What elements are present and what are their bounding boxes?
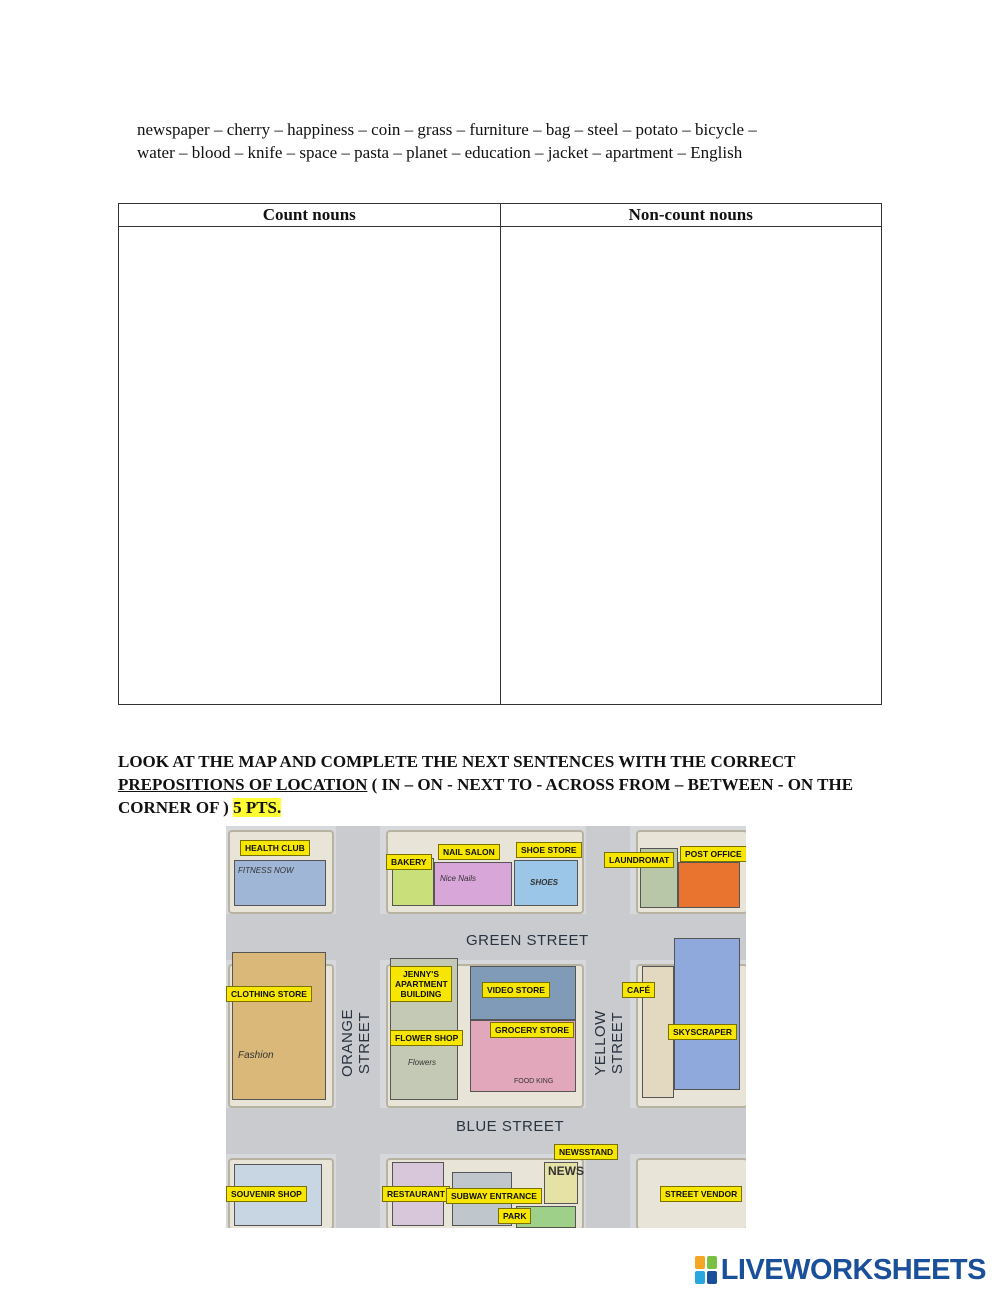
nail-salon-building xyxy=(434,862,512,906)
bakery-label: BAKERY xyxy=(386,854,432,870)
newsstand-label: NEWSSTAND xyxy=(554,1144,618,1160)
liveworksheets-logo xyxy=(695,1253,986,1287)
instructions-text-1: LOOK AT THE MAP AND COMPLETE THE NEXT SENTENCES WITH THE CORRECT xyxy=(118,752,796,771)
video-store-label: VIDEO STORE xyxy=(482,982,550,998)
nail-salon-label: NAIL SALON xyxy=(438,844,500,860)
points-badge: 5 PTS. xyxy=(233,798,282,817)
instructions-text-2: ( IN – ON - NEXT TO - ACROSS FROM – BETWEEN - ON THE CORNER OF ) xyxy=(118,775,854,817)
yellow-street-label: YELLOW STREET xyxy=(592,1010,626,1076)
word-bank-line-2: water – blood – knife – space – pasta – planet – education – jacket – apartment – English xyxy=(137,143,743,162)
health-club-label: HEALTH CLUB xyxy=(240,840,310,856)
grocery-store-label: GROCERY STORE xyxy=(490,1022,574,1038)
nice-nails-sign: Nice Nails xyxy=(440,874,477,883)
non-count-nouns-header: Non-count nouns xyxy=(500,204,882,227)
fashion-sign: Fashion xyxy=(238,1050,274,1061)
souvenir-shop-label: SOUVENIR SHOP xyxy=(226,1186,307,1202)
subway-entrance-label: SUBWAY ENTRANCE xyxy=(446,1188,542,1204)
count-nouns-cell[interactable] xyxy=(119,227,501,705)
city-map xyxy=(226,826,746,1228)
flower-shop-label: FLOWER SHOP xyxy=(390,1030,463,1046)
food-king-sign: FOOD KING xyxy=(514,1078,554,1085)
post-office-label: POST OFFICE xyxy=(680,846,746,862)
restaurant-label: RESTAURANT xyxy=(382,1186,450,1202)
map-instructions xyxy=(118,750,898,819)
park-label: PARK xyxy=(498,1208,531,1224)
cafe-label: CAFÉ xyxy=(622,982,655,998)
liveworksheets-logo-icon xyxy=(695,1256,717,1284)
post-office-building xyxy=(678,862,740,908)
laundromat-label: LAUNDROMAT xyxy=(604,852,674,868)
news-sign: NEWS xyxy=(548,1164,584,1178)
word-bank xyxy=(137,118,897,164)
liveworksheets-logo-text: LIVEWORKSHEETS xyxy=(720,1253,986,1286)
shoes-sign: SHOES xyxy=(530,878,559,887)
flowers-sign: Flowers xyxy=(408,1058,437,1067)
clothing-store-label: CLOTHING STORE xyxy=(226,986,312,1002)
count-nouns-header: Count nouns xyxy=(119,204,501,227)
green-street-label: GREEN STREET xyxy=(466,932,589,949)
word-bank-line-1: newspaper – cherry – happiness – coin – grass – furniture – bag – steel – potato – bicycle – xyxy=(137,120,757,139)
street-vendor-label: STREET VENDOR xyxy=(660,1186,742,1202)
skyscraper-label: SKYSCRAPER xyxy=(668,1024,737,1040)
instructions-underlined: PREPOSITIONS OF LOCATION xyxy=(118,775,368,794)
clothing-store-building xyxy=(232,952,326,1100)
blue-street-label: BLUE STREET xyxy=(456,1118,565,1135)
nouns-table xyxy=(118,203,882,705)
fitness-sign: FITNESS NOW xyxy=(238,866,294,875)
skyscraper-building xyxy=(674,938,740,1090)
shoe-store-label: SHOE STORE xyxy=(516,842,582,858)
jennys-building-label: JENNY'S APARTMENT BUILDING xyxy=(390,966,452,1002)
orange-street-label: ORANGE STREET xyxy=(339,1009,373,1078)
non-count-nouns-cell[interactable] xyxy=(500,227,882,705)
